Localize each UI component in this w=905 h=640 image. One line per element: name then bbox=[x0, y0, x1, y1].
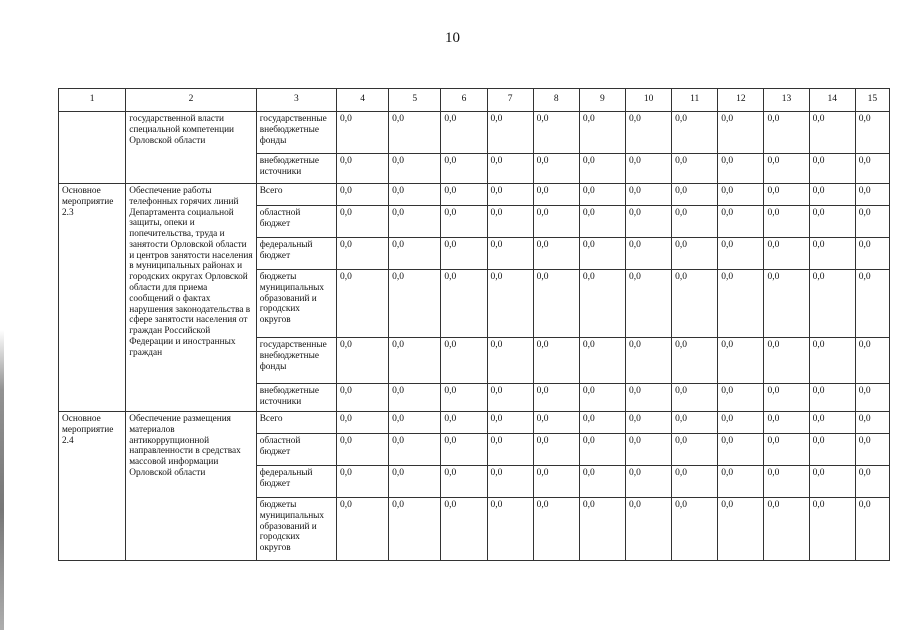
value-cell: 0,0 bbox=[389, 498, 441, 561]
column-number-10: 10 bbox=[625, 89, 671, 112]
value-cell: 0,0 bbox=[533, 112, 579, 154]
value-cell: 0,0 bbox=[441, 434, 487, 466]
value-cell: 0,0 bbox=[336, 238, 388, 270]
value-cell: 0,0 bbox=[672, 154, 718, 184]
measure-description: государственной власти специальной компетенции Орловской области bbox=[126, 112, 256, 184]
value-cell: 0,0 bbox=[809, 434, 855, 466]
value-cell: 0,0 bbox=[764, 154, 809, 184]
value-cell: 0,0 bbox=[855, 112, 889, 154]
table-row bbox=[59, 412, 890, 434]
value-cell: 0,0 bbox=[389, 412, 441, 434]
value-cell: 0,0 bbox=[672, 338, 718, 384]
value-cell: 0,0 bbox=[809, 112, 855, 154]
page-number: 10 bbox=[445, 30, 460, 46]
value-cell: 0,0 bbox=[809, 338, 855, 384]
value-cell: 0,0 bbox=[389, 384, 441, 412]
value-cell: 0,0 bbox=[441, 466, 487, 498]
value-cell: 0,0 bbox=[441, 184, 487, 206]
value-cell: 0,0 bbox=[336, 498, 388, 561]
value-cell: 0,0 bbox=[487, 112, 533, 154]
value-cell: 0,0 bbox=[625, 270, 671, 338]
value-cell: 0,0 bbox=[718, 384, 764, 412]
value-cell: 0,0 bbox=[579, 412, 625, 434]
value-cell: 0,0 bbox=[809, 238, 855, 270]
value-cell: 0,0 bbox=[672, 434, 718, 466]
value-cell: 0,0 bbox=[441, 206, 487, 238]
measure-code: Основное мероприятие 2.3 bbox=[59, 184, 126, 412]
value-cell: 0,0 bbox=[718, 154, 764, 184]
value-cell: 0,0 bbox=[441, 270, 487, 338]
value-cell: 0,0 bbox=[336, 466, 388, 498]
column-number-4: 4 bbox=[336, 89, 388, 112]
value-cell: 0,0 bbox=[764, 270, 809, 338]
value-cell: 0,0 bbox=[533, 412, 579, 434]
column-number-6: 6 bbox=[441, 89, 487, 112]
column-number-9: 9 bbox=[579, 89, 625, 112]
value-cell: 0,0 bbox=[718, 412, 764, 434]
value-cell: 0,0 bbox=[625, 154, 671, 184]
value-cell: 0,0 bbox=[625, 112, 671, 154]
value-cell: 0,0 bbox=[336, 184, 388, 206]
value-cell: 0,0 bbox=[579, 466, 625, 498]
value-cell: 0,0 bbox=[336, 338, 388, 384]
value-cell: 0,0 bbox=[672, 112, 718, 154]
value-cell: 0,0 bbox=[625, 434, 671, 466]
value-cell: 0,0 bbox=[579, 384, 625, 412]
value-cell: 0,0 bbox=[625, 338, 671, 384]
column-number-13: 13 bbox=[764, 89, 809, 112]
funding-source: государственные внебюджетные фонды bbox=[256, 338, 336, 384]
value-cell: 0,0 bbox=[764, 434, 809, 466]
column-number-1: 1 bbox=[59, 89, 126, 112]
column-number-14: 14 bbox=[809, 89, 855, 112]
value-cell: 0,0 bbox=[764, 206, 809, 238]
value-cell: 0,0 bbox=[579, 498, 625, 561]
value-cell: 0,0 bbox=[855, 184, 889, 206]
value-cell: 0,0 bbox=[441, 384, 487, 412]
table-row bbox=[59, 184, 890, 206]
value-cell: 0,0 bbox=[579, 154, 625, 184]
value-cell: 0,0 bbox=[441, 338, 487, 384]
value-cell: 0,0 bbox=[718, 498, 764, 561]
value-cell: 0,0 bbox=[672, 466, 718, 498]
value-cell: 0,0 bbox=[389, 154, 441, 184]
value-cell: 0,0 bbox=[672, 384, 718, 412]
value-cell: 0,0 bbox=[533, 384, 579, 412]
value-cell: 0,0 bbox=[579, 338, 625, 384]
value-cell: 0,0 bbox=[809, 154, 855, 184]
value-cell: 0,0 bbox=[764, 338, 809, 384]
value-cell: 0,0 bbox=[533, 206, 579, 238]
table-row bbox=[59, 112, 890, 154]
value-cell: 0,0 bbox=[441, 154, 487, 184]
value-cell: 0,0 bbox=[764, 112, 809, 154]
value-cell: 0,0 bbox=[533, 338, 579, 384]
column-number-11: 11 bbox=[672, 89, 718, 112]
value-cell: 0,0 bbox=[336, 434, 388, 466]
value-cell: 0,0 bbox=[672, 238, 718, 270]
funding-source: бюджеты муниципальных образований и городских округов bbox=[256, 498, 336, 561]
value-cell: 0,0 bbox=[718, 206, 764, 238]
value-cell: 0,0 bbox=[855, 154, 889, 184]
value-cell: 0,0 bbox=[389, 338, 441, 384]
value-cell: 0,0 bbox=[579, 238, 625, 270]
value-cell: 0,0 bbox=[487, 466, 533, 498]
value-cell: 0,0 bbox=[389, 238, 441, 270]
value-cell: 0,0 bbox=[389, 466, 441, 498]
value-cell: 0,0 bbox=[718, 434, 764, 466]
value-cell: 0,0 bbox=[533, 434, 579, 466]
scan-edge-shadow bbox=[0, 330, 4, 630]
value-cell: 0,0 bbox=[389, 434, 441, 466]
column-number-3: 3 bbox=[256, 89, 336, 112]
funding-source: областной бюджет bbox=[256, 434, 336, 466]
value-cell: 0,0 bbox=[809, 206, 855, 238]
value-cell: 0,0 bbox=[487, 412, 533, 434]
value-cell: 0,0 bbox=[336, 270, 388, 338]
value-cell: 0,0 bbox=[809, 384, 855, 412]
value-cell: 0,0 bbox=[809, 270, 855, 338]
column-number-12: 12 bbox=[718, 89, 764, 112]
value-cell: 0,0 bbox=[855, 238, 889, 270]
value-cell: 0,0 bbox=[389, 184, 441, 206]
value-cell: 0,0 bbox=[855, 206, 889, 238]
value-cell: 0,0 bbox=[764, 412, 809, 434]
value-cell: 0,0 bbox=[579, 206, 625, 238]
column-number-15: 15 bbox=[855, 89, 889, 112]
value-cell: 0,0 bbox=[764, 238, 809, 270]
value-cell: 0,0 bbox=[579, 270, 625, 338]
value-cell: 0,0 bbox=[809, 184, 855, 206]
value-cell: 0,0 bbox=[487, 384, 533, 412]
column-number-2: 2 bbox=[126, 89, 256, 112]
value-cell: 0,0 bbox=[764, 498, 809, 561]
value-cell: 0,0 bbox=[487, 238, 533, 270]
value-cell: 0,0 bbox=[718, 466, 764, 498]
column-number-5: 5 bbox=[389, 89, 441, 112]
value-cell: 0,0 bbox=[533, 498, 579, 561]
value-cell: 0,0 bbox=[855, 434, 889, 466]
value-cell: 0,0 bbox=[855, 338, 889, 384]
column-number-8: 8 bbox=[533, 89, 579, 112]
funding-source: бюджеты муниципальных образований и городских округов bbox=[256, 270, 336, 338]
value-cell: 0,0 bbox=[625, 206, 671, 238]
value-cell: 0,0 bbox=[579, 434, 625, 466]
funding-source: Всего bbox=[256, 184, 336, 206]
value-cell: 0,0 bbox=[672, 498, 718, 561]
value-cell: 0,0 bbox=[855, 412, 889, 434]
value-cell: 0,0 bbox=[809, 466, 855, 498]
value-cell: 0,0 bbox=[336, 112, 388, 154]
value-cell: 0,0 bbox=[855, 384, 889, 412]
value-cell: 0,0 bbox=[533, 270, 579, 338]
value-cell: 0,0 bbox=[625, 184, 671, 206]
funding-source: областной бюджет bbox=[256, 206, 336, 238]
value-cell: 0,0 bbox=[487, 434, 533, 466]
budget-table bbox=[58, 88, 890, 561]
value-cell: 0,0 bbox=[764, 184, 809, 206]
value-cell: 0,0 bbox=[809, 412, 855, 434]
value-cell: 0,0 bbox=[855, 466, 889, 498]
measure-code: Основное мероприятие 2.4 bbox=[59, 412, 126, 561]
funding-source: Всего bbox=[256, 412, 336, 434]
value-cell: 0,0 bbox=[625, 412, 671, 434]
value-cell: 0,0 bbox=[672, 184, 718, 206]
funding-source: федеральный бюджет bbox=[256, 466, 336, 498]
value-cell: 0,0 bbox=[487, 154, 533, 184]
value-cell: 0,0 bbox=[718, 112, 764, 154]
value-cell: 0,0 bbox=[718, 270, 764, 338]
value-cell: 0,0 bbox=[441, 412, 487, 434]
value-cell: 0,0 bbox=[441, 238, 487, 270]
value-cell: 0,0 bbox=[336, 384, 388, 412]
value-cell: 0,0 bbox=[579, 112, 625, 154]
value-cell: 0,0 bbox=[487, 338, 533, 384]
value-cell: 0,0 bbox=[718, 338, 764, 384]
value-cell: 0,0 bbox=[533, 184, 579, 206]
value-cell: 0,0 bbox=[389, 206, 441, 238]
value-cell: 0,0 bbox=[625, 466, 671, 498]
funding-source: федеральный бюджет bbox=[256, 238, 336, 270]
value-cell: 0,0 bbox=[764, 466, 809, 498]
value-cell: 0,0 bbox=[672, 206, 718, 238]
funding-source: внебюджетные источники bbox=[256, 384, 336, 412]
measure-code bbox=[59, 112, 126, 184]
value-cell: 0,0 bbox=[764, 384, 809, 412]
value-cell: 0,0 bbox=[441, 498, 487, 561]
value-cell: 0,0 bbox=[487, 270, 533, 338]
value-cell: 0,0 bbox=[672, 270, 718, 338]
value-cell: 0,0 bbox=[579, 184, 625, 206]
value-cell: 0,0 bbox=[336, 412, 388, 434]
value-cell: 0,0 bbox=[855, 498, 889, 561]
value-cell: 0,0 bbox=[389, 270, 441, 338]
value-cell: 0,0 bbox=[487, 184, 533, 206]
column-number-7: 7 bbox=[487, 89, 533, 112]
value-cell: 0,0 bbox=[389, 112, 441, 154]
value-cell: 0,0 bbox=[487, 206, 533, 238]
header-row bbox=[59, 89, 890, 112]
value-cell: 0,0 bbox=[441, 112, 487, 154]
value-cell: 0,0 bbox=[809, 498, 855, 561]
measure-description: Обеспечение работы телефонных горячих линий Департамента социальной защиты, опеки и попечительства, труда и занятости Орловской области и центров занятости населения в муниципальных районах и городских округах Орловской области для приема сообщений о фактах нарушения законодательства в сфере занятости населения от граждан Российской Федерации и иностранных граждан bbox=[126, 184, 256, 412]
value-cell: 0,0 bbox=[855, 270, 889, 338]
value-cell: 0,0 bbox=[672, 412, 718, 434]
value-cell: 0,0 bbox=[487, 498, 533, 561]
funding-source: государственные внебюджетные фонды bbox=[256, 112, 336, 154]
value-cell: 0,0 bbox=[336, 154, 388, 184]
measure-description: Обеспечение размещения материалов антикоррупционной направленности в средствах массовой информации Орловской области bbox=[126, 412, 256, 561]
value-cell: 0,0 bbox=[718, 184, 764, 206]
funding-source: внебюджетные источники bbox=[256, 154, 336, 184]
value-cell: 0,0 bbox=[336, 206, 388, 238]
value-cell: 0,0 bbox=[625, 498, 671, 561]
value-cell: 0,0 bbox=[533, 238, 579, 270]
value-cell: 0,0 bbox=[533, 154, 579, 184]
value-cell: 0,0 bbox=[533, 466, 579, 498]
value-cell: 0,0 bbox=[625, 384, 671, 412]
value-cell: 0,0 bbox=[625, 238, 671, 270]
value-cell: 0,0 bbox=[718, 238, 764, 270]
